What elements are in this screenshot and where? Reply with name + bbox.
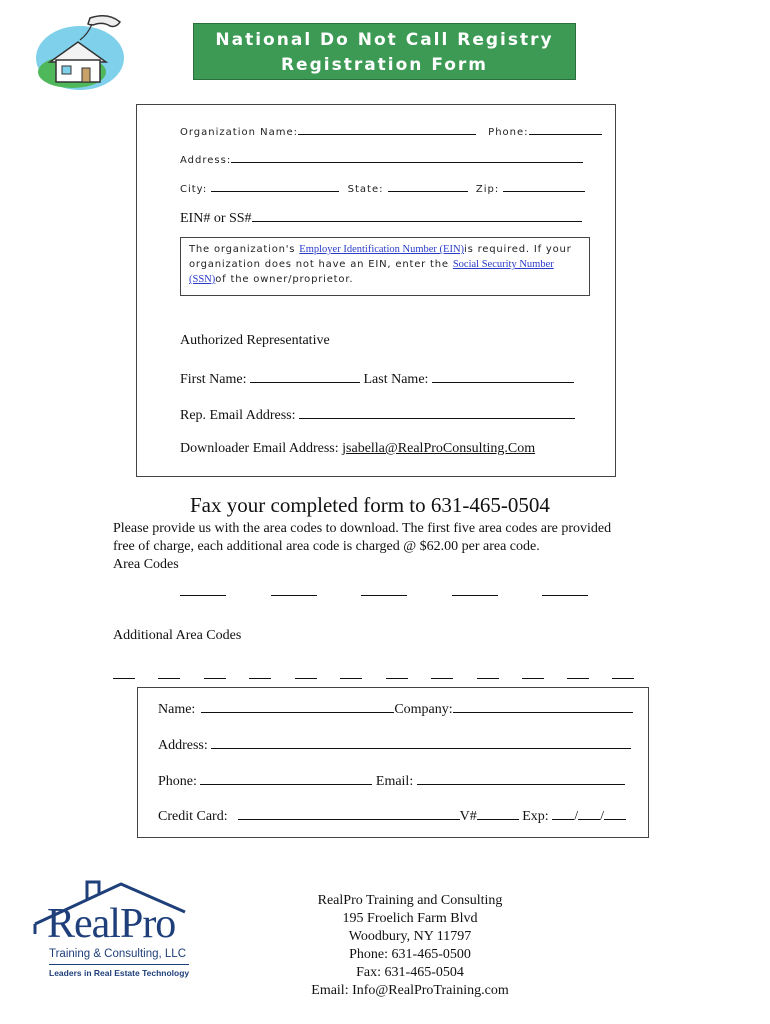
address-line-3: Woodbury, NY 11797 [348, 929, 472, 944]
org-address-field[interactable] [231, 151, 583, 163]
v-number-label: V# [459, 809, 477, 824]
address-line-4: Phone: 631-465-0500 [349, 947, 471, 962]
company-address-block [280, 892, 540, 1000]
last-name-label: Last Name: [363, 372, 429, 387]
contact-address-field[interactable] [211, 735, 631, 749]
realpro-tagline: Leaders in Real Estate Technology [49, 968, 190, 978]
area-code-field[interactable] [271, 595, 317, 596]
exp-slash-1: / [574, 809, 579, 824]
contact-company-field[interactable] [453, 699, 633, 713]
area-code-field[interactable] [452, 595, 498, 596]
area-code-instructions [113, 520, 763, 574]
ein-note-text-2: is required. If your organization does not have an EIN, enter the [189, 244, 572, 270]
realpro-logo [25, 878, 205, 988]
additional-area-code-field[interactable] [158, 678, 180, 679]
ein-link[interactable]: Employer Identification Number (EIN) [299, 244, 465, 255]
additional-area-code-field[interactable] [340, 678, 362, 679]
area-code-field[interactable] [180, 595, 226, 596]
address-line-1: RealPro Training and Consulting [317, 893, 503, 908]
additional-area-code-field[interactable] [113, 678, 135, 679]
ein-note-text-1: The organization's [189, 244, 300, 255]
additional-area-codes-label: Additional Area Codes [113, 628, 242, 643]
additional-area-code-field[interactable] [567, 678, 589, 679]
org-city-field[interactable] [211, 180, 339, 192]
exp-day-field[interactable] [578, 806, 600, 820]
title-line-2: Registration Form [280, 55, 489, 75]
ein-row [180, 208, 582, 227]
org-state-field[interactable] [388, 180, 468, 192]
contact-name-row [158, 699, 633, 718]
last-name-field[interactable] [432, 369, 574, 383]
instructions-line-2: free of charge, each additional area code is charged @ $62.00 per area code. [113, 539, 540, 554]
rep-email-label: Rep. Email Address: [180, 408, 296, 423]
ssn-link[interactable]: Social Security Number (SSN) [189, 259, 554, 285]
contact-address-row [158, 735, 631, 754]
contact-company-label: Company: [394, 702, 453, 717]
rep-email-row [180, 405, 575, 424]
additional-area-code-field[interactable] [386, 678, 408, 679]
ein-label: EIN# or SS# [180, 211, 252, 226]
contact-phone-field[interactable] [200, 771, 372, 785]
contact-address-label: Address: [158, 738, 208, 753]
contact-phone-row [158, 771, 625, 790]
contact-email-field[interactable] [417, 771, 625, 785]
v-number-field[interactable] [477, 806, 519, 820]
downloader-row [180, 441, 535, 457]
area-code-field[interactable] [361, 595, 407, 596]
exp-label: Exp: [522, 809, 549, 824]
additional-area-code-field[interactable] [477, 678, 499, 679]
credit-card-label: Credit Card: [158, 809, 228, 824]
house-phone-icon [30, 10, 140, 95]
rep-name-row [180, 369, 574, 388]
area-code-field[interactable] [542, 595, 588, 596]
fax-heading: Fax your completed form to 631-465-0504 [190, 493, 550, 517]
downloader-email[interactable]: jsabella@RealProConsulting.Com [342, 441, 536, 456]
first-name-label: First Name: [180, 372, 247, 387]
org-name-label: Organization Name: [180, 127, 298, 138]
instructions-line-1: Please provide us with the area codes to download. The first five area codes are provided [113, 521, 612, 536]
ein-note-text-3: of the owner/proprietor. [215, 274, 354, 285]
area-codes-label: Area Codes [113, 557, 179, 572]
rep-email-field[interactable] [299, 405, 575, 419]
additional-area-code-field[interactable] [249, 678, 271, 679]
exp-year-field[interactable] [604, 806, 626, 820]
title-line-1: National Do Not Call Registry [215, 30, 554, 50]
first-name-field[interactable] [250, 369, 360, 383]
org-zip-label: Zip: [475, 184, 500, 195]
org-city-label: City: [180, 184, 208, 195]
address-line-5: Fax: 631-465-0504 [356, 965, 464, 980]
auth-rep-heading: Authorized Representative [180, 333, 330, 348]
contact-name-label: Name: [158, 702, 196, 717]
address-line-2: 195 Froelich Farm Blvd [342, 911, 478, 926]
additional-area-code-field[interactable] [295, 678, 317, 679]
form-title [193, 23, 576, 80]
logo-divider [49, 964, 189, 965]
contact-name-field[interactable] [201, 699, 394, 713]
address-line-6: Email: Info@RealProTraining.com [311, 983, 509, 998]
downloader-label: Downloader Email Address: [180, 441, 339, 456]
org-phone-field[interactable] [529, 123, 602, 135]
org-zip-field[interactable] [503, 180, 585, 192]
exp-month-field[interactable] [552, 806, 574, 820]
additional-area-code-field[interactable] [431, 678, 453, 679]
realpro-subtitle: Training & Consulting, LLC [49, 948, 187, 960]
realpro-brand: RealPro [47, 901, 176, 947]
additional-area-code-field[interactable] [522, 678, 544, 679]
exp-slash-2: / [600, 809, 604, 824]
additional-area-code-field[interactable] [612, 678, 634, 679]
contact-phone-label: Phone: [158, 774, 197, 789]
ein-note-box [180, 237, 590, 296]
org-address-label: Address: [180, 155, 232, 166]
credit-card-row [158, 806, 626, 825]
org-city-row [180, 180, 585, 195]
ein-field[interactable] [252, 208, 582, 222]
org-phone-label: Phone: [488, 127, 529, 138]
org-name-row [180, 123, 602, 138]
credit-card-field[interactable] [238, 806, 460, 820]
contact-email-label: Email: [375, 774, 414, 789]
org-address-row [180, 151, 583, 166]
org-name-field[interactable] [298, 123, 476, 135]
additional-area-code-field[interactable] [204, 678, 226, 679]
org-state-label: State: [347, 184, 384, 195]
